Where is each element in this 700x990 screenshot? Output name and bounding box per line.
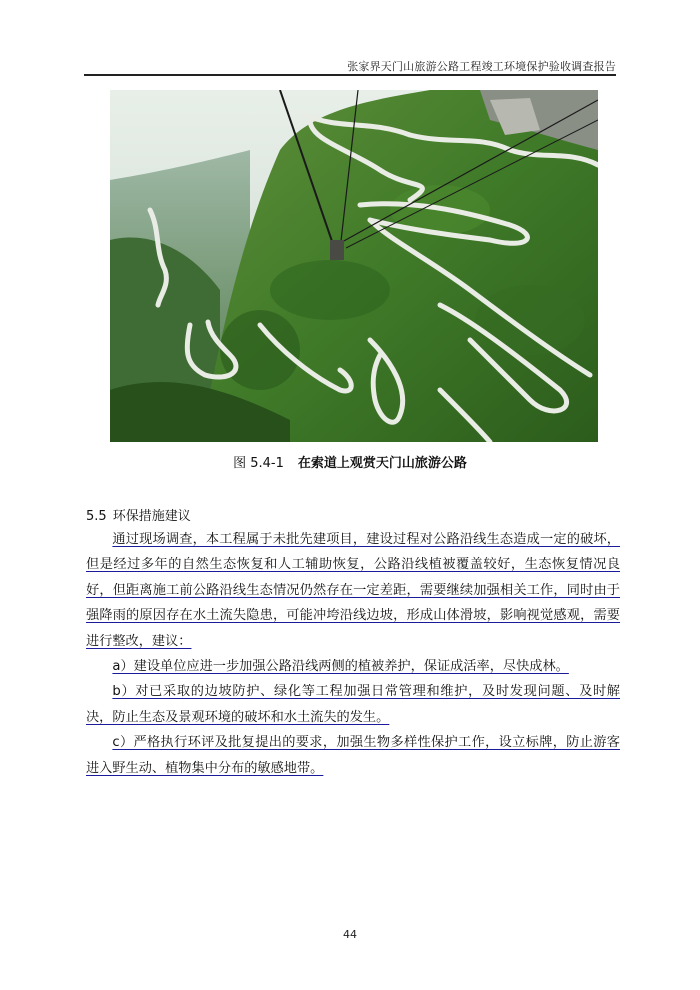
paragraph-text: a）建设单位应进一步加强公路沿线两侧的植被养护，保证成活率，尽快成林。	[112, 659, 569, 675]
paragraph-text: c）严格执行环评及批复提出的要求，加强生物多样性保护工作，设立标牌，防止游客进入野生动、植物集中分布的敏感地带。	[86, 735, 620, 776]
paragraph	[86, 527, 620, 654]
header-rule	[84, 74, 616, 76]
paragraph	[86, 730, 620, 781]
mountain-road-photo	[110, 90, 598, 442]
paragraph-text: 通过现场调查，本工程属于未批先建项目，建设过程对公路沿线生态造成一定的破坏，但是经过多年的自然生态恢复和人工辅助恢复，公路沿线植被覆盖较好，生态恢复情况良好，但距离施工前公路沿线生态情况仍然存在一定差距，需要继续加强相关工作，同时由于强降雨的原因存在水土流失隐患，可能冲垮沿线边坡，形成山体滑坡，影响视觉感观，需要进行整改，建议：	[86, 532, 620, 649]
paragraph-text: b）对已采取的边坡防护、绿化等工程加强日常管理和维护，及时发现问题、及时解决，防止生态及景观环境的破坏和水土流失的发生。	[86, 684, 620, 725]
page-header-title: 张家界天门山旅游公路工程竣工环境保护验收调查报告	[347, 60, 616, 73]
figure-caption	[0, 452, 700, 471]
paragraph	[86, 654, 620, 679]
section-heading	[86, 505, 191, 524]
figure-caption-text: 在索道上观赏天门山旅游公路	[297, 456, 467, 471]
paragraph	[86, 679, 620, 730]
figure-number: 图 5.4-1	[233, 456, 284, 471]
body-text	[86, 527, 620, 781]
section-number: 5.5	[86, 509, 107, 524]
section-title: 环保措施建议	[112, 509, 191, 524]
page-number: 44	[343, 928, 357, 941]
